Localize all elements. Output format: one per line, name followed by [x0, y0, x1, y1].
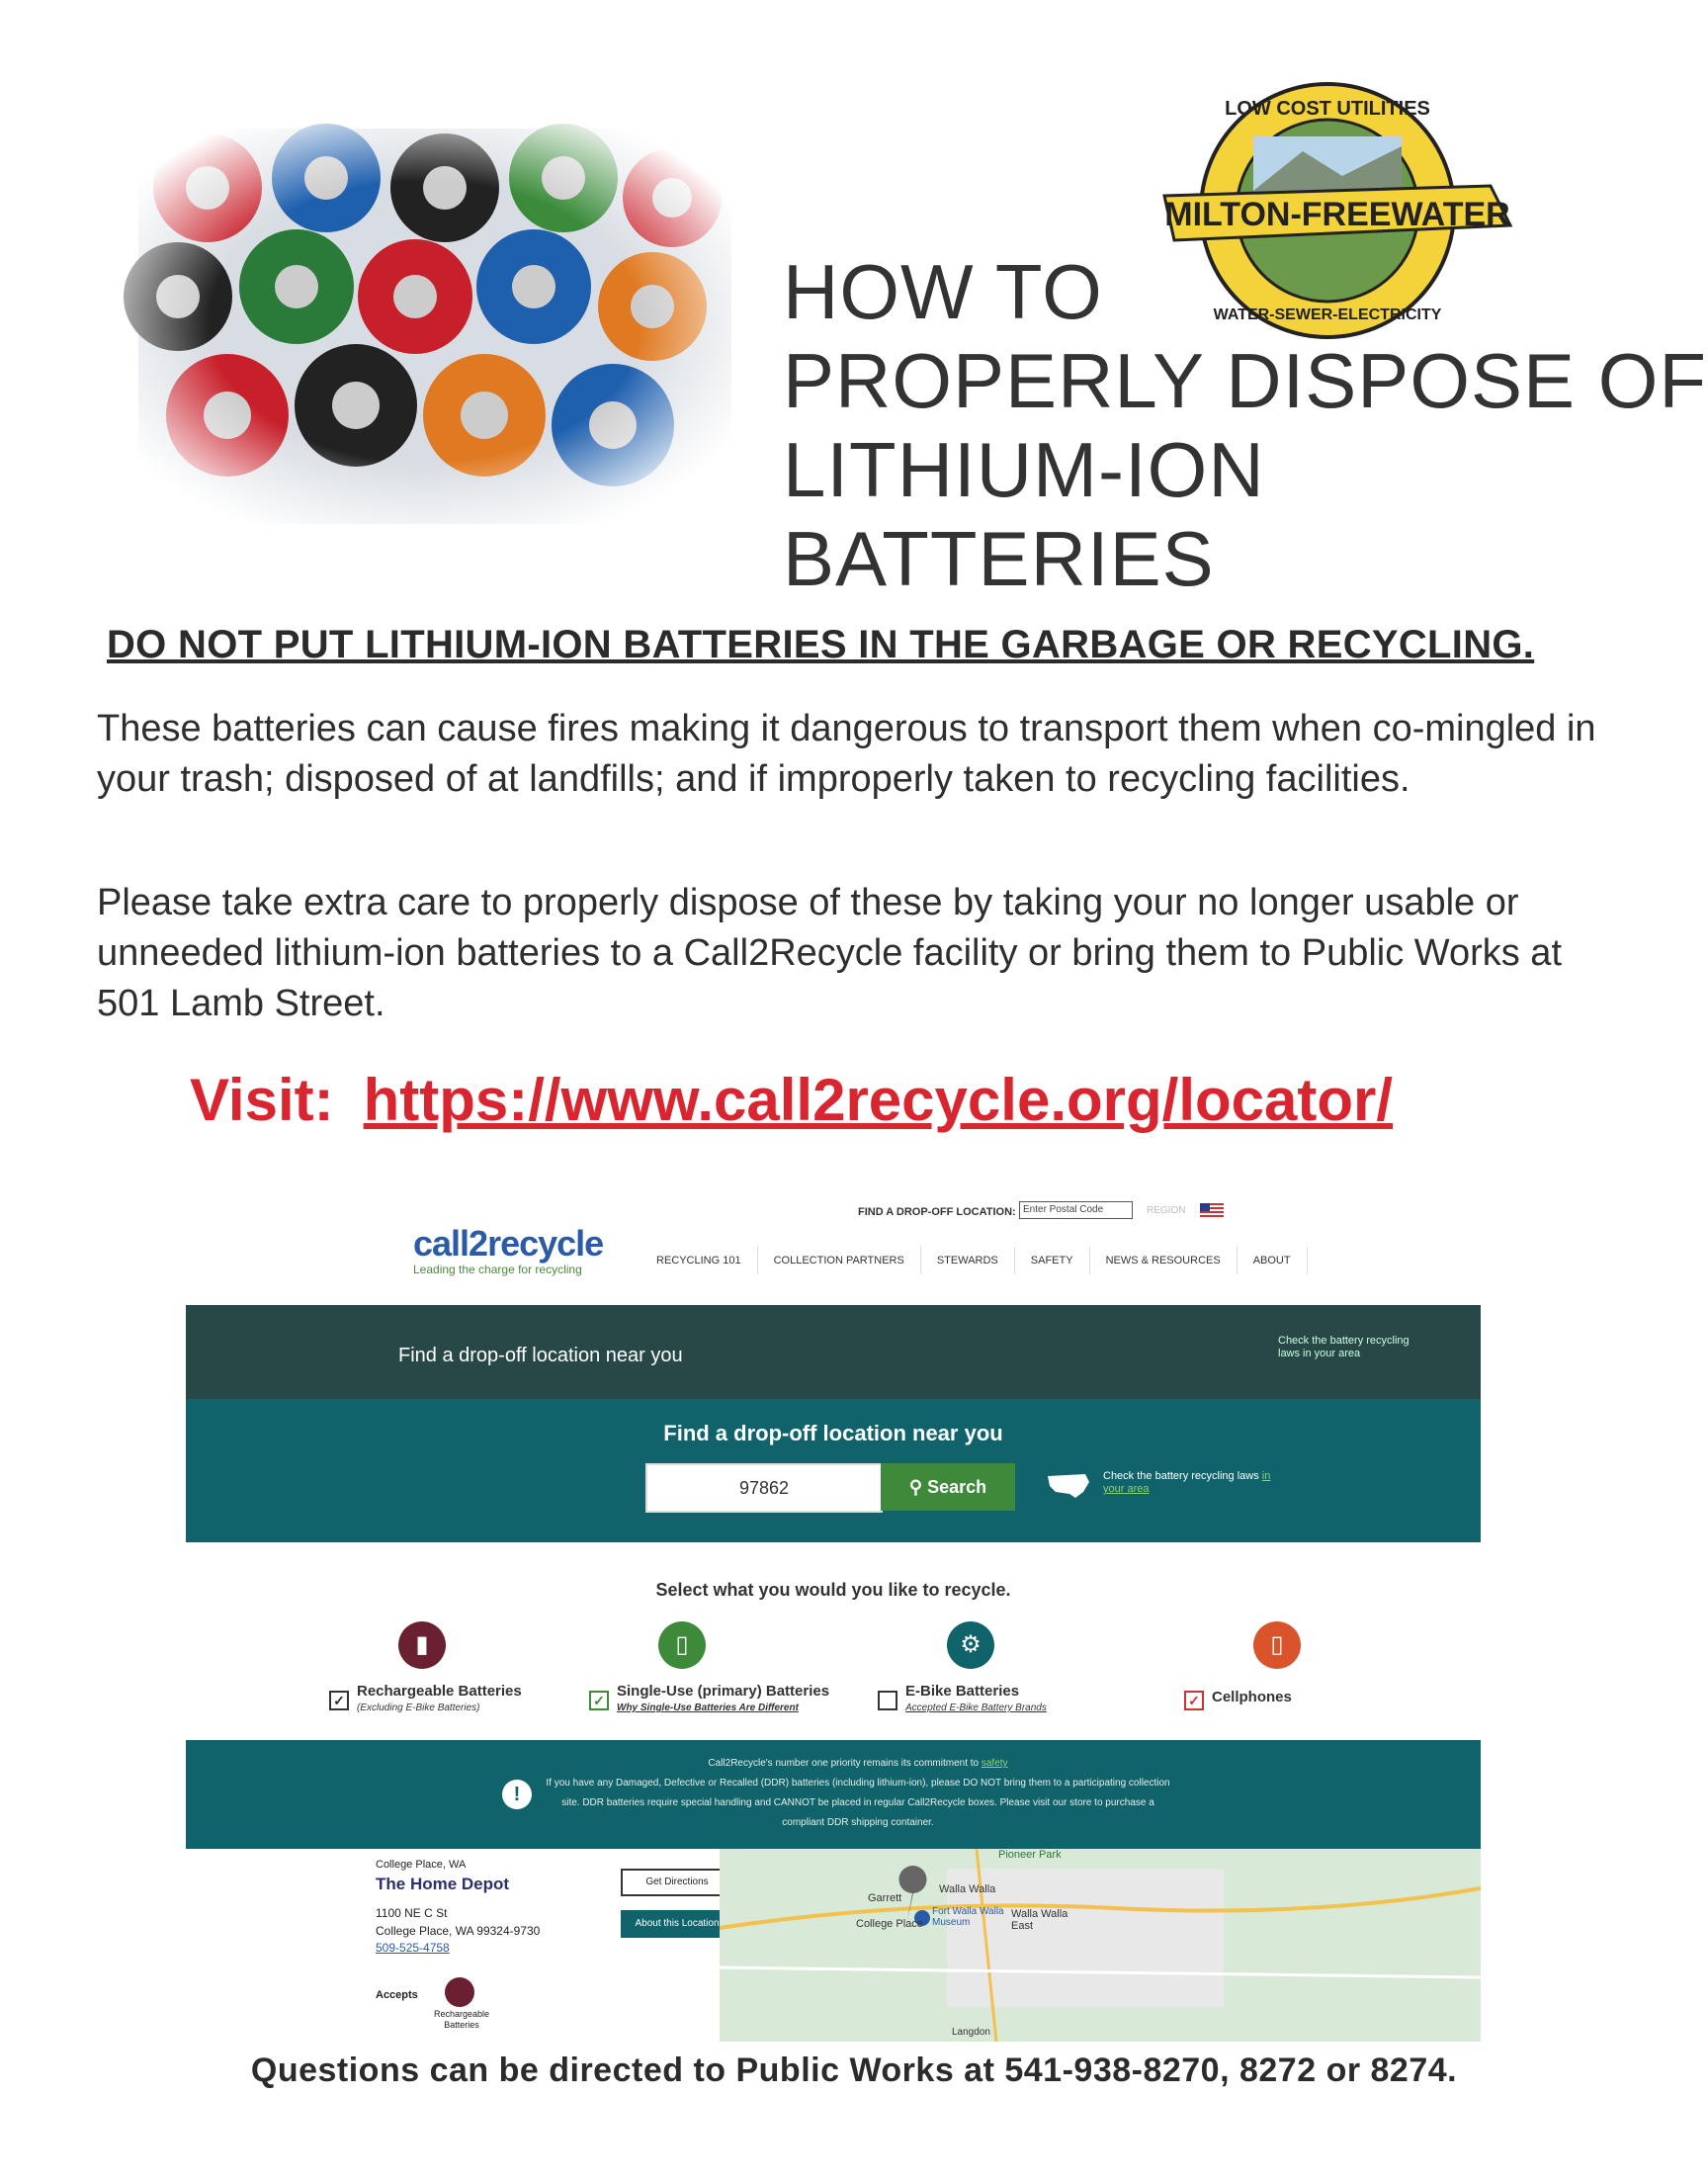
- location-map[interactable]: [720, 1849, 1481, 2042]
- about-location-button[interactable]: About this Location: [621, 1910, 733, 1938]
- single-use-checkbox[interactable]: ✓: [589, 1691, 609, 1710]
- accepts-item: Rechargeable Batteries: [433, 2009, 490, 2030]
- location-result: [186, 1849, 720, 2042]
- option-label: Rechargeable Batteries: [357, 1683, 522, 1700]
- nav-safety[interactable]: SAFETY: [1015, 1247, 1090, 1274]
- map-label: College Place: [856, 1918, 923, 1930]
- cellphones-checkbox[interactable]: ✓: [1184, 1691, 1204, 1710]
- rechargeable-battery-icon: [445, 1977, 474, 2007]
- page-title: [783, 247, 1708, 603]
- paragraph-disposal: Please take extra care to properly dispose of these by taking your no longer usable or unneeded lithium-ion batteries to a Call2Recycle facility or bring them to Public Works at 501 Lamb Street.: [97, 882, 1562, 1024]
- map-label: Walla Walla East: [1011, 1908, 1068, 1932]
- search-input[interactable]: 97862: [645, 1463, 883, 1513]
- page-banner: [186, 1305, 1481, 1399]
- safety-link[interactable]: safety: [981, 1758, 1008, 1769]
- option-rechargeable[interactable]: [329, 1621, 586, 1730]
- get-directions-button[interactable]: Get Directions: [621, 1869, 733, 1896]
- option-cellphones[interactable]: [1184, 1621, 1441, 1730]
- title-line-2: PROPERLY DISPOSE OF: [783, 337, 1708, 424]
- visit-line: [190, 1066, 1393, 1134]
- map-label: Pioneer Park: [998, 1849, 1062, 1861]
- title-line-1: HOW TO: [783, 248, 1103, 335]
- result-city: College Place, WA: [376, 1859, 467, 1871]
- svg-text:LOW COST UTILITIES: LOW COST UTILITIES: [1225, 98, 1430, 120]
- contact-footer: Questions can be directed to Public Works at 541-938-8270, 8272 or 8274.: [250, 2052, 1458, 2089]
- map-label: Langdon: [952, 2027, 990, 2038]
- site-header: [186, 1181, 1481, 1305]
- option-ebike[interactable]: [878, 1621, 1135, 1730]
- search-icon: ⚲: [908, 1477, 928, 1497]
- option-single-use[interactable]: [589, 1621, 846, 1730]
- bicycle-icon: ⚙: [947, 1621, 994, 1669]
- map-label: Garrett: [868, 1892, 902, 1904]
- nav-about[interactable]: ABOUT: [1238, 1247, 1308, 1274]
- recycle-options: [186, 1542, 1481, 1740]
- accepts-label: Accepts: [376, 1989, 418, 2001]
- rechargeable-checkbox[interactable]: ✓: [329, 1691, 349, 1710]
- svg-text:WATER-SEWER-ELECTRICITY: WATER-SEWER-ELECTRICITY: [1213, 306, 1442, 323]
- search-button[interactable]: [881, 1463, 1015, 1511]
- us-flag-icon[interactable]: [1200, 1203, 1224, 1217]
- cellphone-icon: ▯: [1253, 1621, 1301, 1669]
- nav-news-resources[interactable]: NEWS & RESOURCES: [1090, 1247, 1238, 1274]
- call2recycle-logo[interactable]: call2recycle: [413, 1223, 604, 1264]
- laws-text: Check the battery recycling laws in your area: [1103, 1470, 1271, 1495]
- nav-stewards[interactable]: STEWARDS: [921, 1247, 1015, 1274]
- result-phone[interactable]: 509-525-4758: [376, 1941, 450, 1955]
- search-button-label: Search: [927, 1477, 987, 1497]
- result-address: 1100 NE C St College Place, WA 99324-9730: [376, 1906, 541, 1938]
- search-heading: Find a drop-off location near you: [663, 1421, 1003, 1445]
- banner-title: Find a drop-off location near you: [398, 1345, 683, 1366]
- laws-link[interactable]: in your area: [1103, 1470, 1271, 1495]
- region-selector[interactable]: REGION: [1147, 1205, 1186, 1216]
- option-sub-link[interactable]: Why Single-Use Batteries Are Different: [617, 1703, 799, 1713]
- select-heading: Select what you would you like to recycle.: [655, 1580, 1011, 1600]
- warning-heading: DO NOT PUT LITHIUM-ION BATTERIES IN THE GARBAGE OR RECYCLING.: [107, 623, 1535, 666]
- nav-recycling-101[interactable]: RECYCLING 101: [640, 1247, 758, 1274]
- result-name[interactable]: The Home Depot: [376, 1875, 510, 1893]
- call2recycle-screenshot: [186, 1181, 1481, 2042]
- locator-link[interactable]: https://www.call2recycle.org/locator/: [363, 1067, 1394, 1133]
- ebike-checkbox[interactable]: [878, 1691, 897, 1710]
- notice-text: Call2Recycle's number one priority remains its commitment to safety If you have any Damaged, Defective or Recalled (DDR) batteries (including lithium-ion), please DO NOT bring them to a participating collection site. DDR batteries require special handling and CANNOT be placed in regular Call2Recycle boxes. Please visit our store to purchase a compliant DDR shipping container.: [542, 1754, 1174, 1833]
- title-line-3: LITHIUM-ION BATTERIES: [783, 426, 1265, 602]
- visit-label: Visit:: [190, 1067, 334, 1133]
- map-label: Walla Walla: [939, 1883, 996, 1895]
- ddr-notice: If you have any Damaged, Defective or Recalled (DDR) batteries (including lithium-ion), please DO NOT bring them to a participating collection site. DDR batteries require special handling and CANNOT be placed in regular Call2Recycle boxes. Please visit our store to purchase a compliant DDR shipping container.: [546, 1778, 1170, 1828]
- alert-icon: !: [502, 1780, 532, 1809]
- logo-banner-text: MILTON-FREEWATER: [1164, 196, 1510, 233]
- option-label: Single-Use (primary) Batteries: [617, 1683, 830, 1700]
- batteries-photo: [99, 109, 751, 534]
- banner-laws-link[interactable]: Check the battery recycling laws in your area: [1278, 1335, 1409, 1359]
- nav-collection-partners[interactable]: COLLECTION PARTNERS: [758, 1247, 921, 1274]
- postal-code-input[interactable]: Enter Postal Code: [1019, 1201, 1133, 1219]
- site-nav: [640, 1247, 1308, 1274]
- rechargeable-battery-icon: ▮: [398, 1621, 446, 1669]
- option-sub-link[interactable]: Accepted E-Bike Battery Brands: [905, 1703, 1047, 1713]
- single-use-battery-icon: ▯: [658, 1621, 706, 1669]
- us-map-icon: [1046, 1470, 1091, 1500]
- find-dropoff-label: FIND A DROP-OFF LOCATION:: [858, 1206, 1016, 1218]
- safety-notice: [186, 1740, 1481, 1849]
- map-graphic: [720, 1849, 1481, 2042]
- search-panel: [186, 1399, 1481, 1542]
- option-label: Cellphones: [1212, 1689, 1292, 1705]
- paragraph-fire-risk: These batteries can cause fires making it dangerous to transport them when co-mingled in your trash; disposed of at landfills; and if improperly taken to recycling facilities.: [97, 708, 1596, 800]
- site-tagline: Leading the charge for recycling: [413, 1263, 582, 1276]
- map-label: Fort Walla Walla Museum: [932, 1906, 1004, 1928]
- option-sub: (Excluding E-Bike Batteries): [357, 1703, 480, 1713]
- option-label: E-Bike Batteries: [905, 1683, 1020, 1700]
